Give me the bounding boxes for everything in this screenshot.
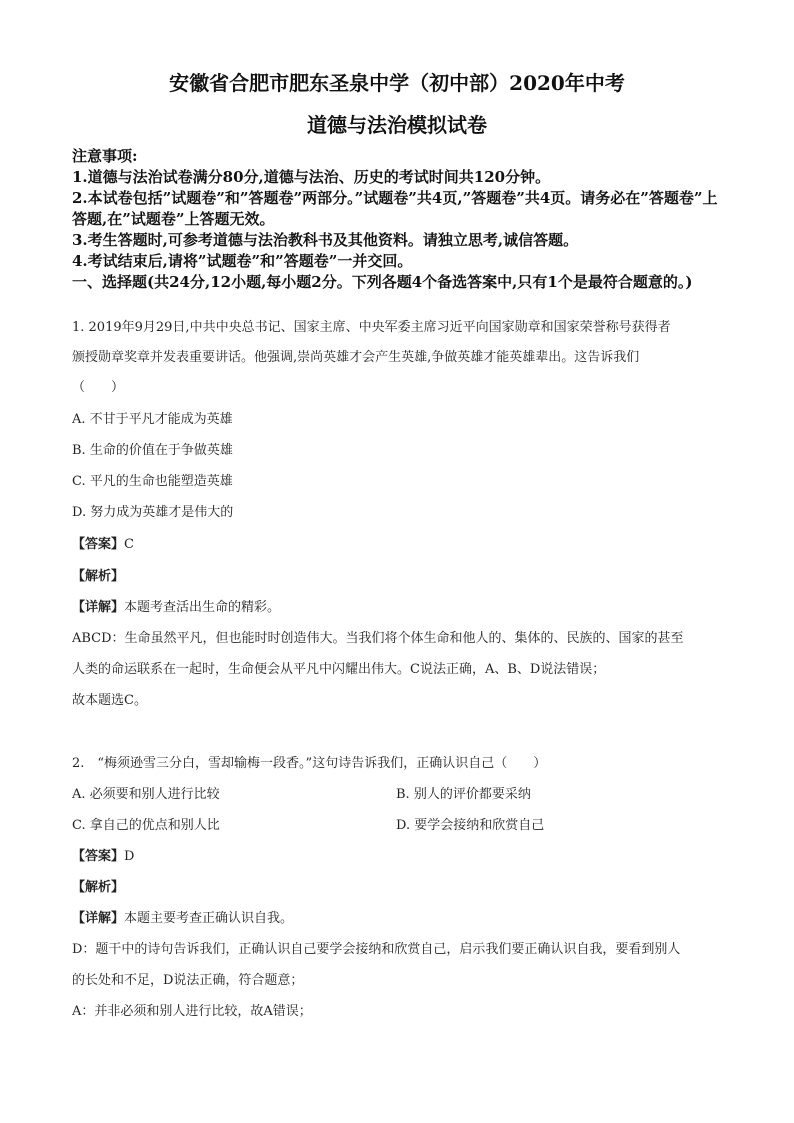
q1-stem-line3: （ ） [72, 380, 125, 395]
q1-answer-value: C [124, 537, 134, 552]
q1-option-c: C. 平凡的生命也能塑造英雄 [72, 474, 233, 489]
q1-option-d: D. 努力成为英雄才是伟大的 [72, 505, 234, 520]
q2-detail-text: 本题主要考查正确认识自我。 [124, 911, 294, 926]
notice-item-4: 4.考试结束后,请将”试题卷”和”答题卷”一并交回。 [72, 252, 413, 270]
exam-title-line2: 道德与法治模拟试卷 [307, 113, 487, 137]
exam-title-line1: 安徽省合肥市肥东圣泉中学（初中部）2020年中考 [169, 71, 625, 95]
notice-item-3: 3.考生答题时,可参考道德与法治教科书及其他资料。请独立思考,诚信答题。 [72, 231, 579, 249]
q2-option-c: C. 拿自己的优点和别人比 [72, 818, 220, 833]
q1-detail-text: 本题考查活出生命的精彩。 [124, 600, 281, 615]
notice-heading: 注意事项: [72, 147, 138, 165]
q1-explain-line1: ABCD：生命虽然平凡，但也能时时创造伟大。当我们将个体生命和他人的、集体的、民族的、国家的甚至 [72, 631, 684, 646]
q2-detail-tag: 【详解】 [72, 911, 125, 926]
q2-answer-value: D [124, 849, 135, 864]
notice-item-1: 1.道德与法治试卷满分80分,道德与法治、历史的考试时间共120分钟。 [72, 168, 551, 186]
q1-analysis-tag: 【解析】 [72, 569, 125, 584]
q1-detail-tag: 【详解】 [72, 600, 125, 615]
q1-explain-line2: 人类的命运联系在一起时，生命便会从平凡中闪耀出伟大。C说法正确，A、B、D说法错误； [72, 662, 606, 677]
q1-option-a: A. 不甘于平凡才能成为英雄 [72, 412, 233, 427]
q2-stem: 2. “梅须逊雪三分白，雪却输梅一段香。”这句诗告诉我们，正确认识自己（ ） [72, 756, 547, 771]
q2-option-a: A. 必须要和别人进行比较 [72, 787, 220, 802]
q1-option-b: B. 生命的价值在于争做英雄 [72, 443, 233, 458]
q2-answer [72, 847, 724, 867]
q1-stem-line1: 1. 2019年9月29日,中共中央总书记、国家主席、中央军委主席习近平向国家勋章和国家荣誉称号获得者 [72, 320, 671, 335]
q2-option-b: B. 别人的评价都要采纳 [396, 787, 531, 802]
q2-explain-line3: A：并非必须和别人进行比较，故A错误； [72, 1004, 312, 1019]
q1-conclusion: 故本题选C。 [72, 693, 147, 708]
notice-block [72, 146, 722, 293]
notice-item-2: 2.本试卷包括”试题卷”和”答题卷”两部分。”试题卷”共4页,”答题卷”共4页。请务必在”答题卷”上答题,在”试题卷”上答题无效。 [72, 189, 718, 228]
q2-explain-line2: 的长处和不足，D说法正确，符合题意； [72, 973, 304, 988]
q2-analysis-tag: 【解析】 [72, 880, 125, 895]
section-heading: 一、选择题(共24分,12小题,每小题2分。下列各题4个备选答案中,只有1个是最符合题意的。) [72, 273, 693, 291]
q2-option-d: D. 要学会接纳和欣赏自己 [396, 818, 545, 833]
q2-answer-tag: 【答案】 [72, 849, 125, 864]
q1-answer-tag: 【答案】 [72, 537, 125, 552]
q1-detail [72, 598, 724, 618]
q2-explain-line1: D：题干中的诗句告诉我们，正确认识自己要学会接纳和欣赏自己，启示我们要正确认识自我，要看到别人 [72, 942, 681, 957]
q2-detail [72, 909, 724, 929]
q1-stem-line2: 颁授勋章奖章并发表重要讲话。他强调,崇尚英雄才会产生英雄,争做英雄才能英雄辈出。这告诉我们 [72, 350, 640, 365]
q1-answer [72, 535, 724, 555]
